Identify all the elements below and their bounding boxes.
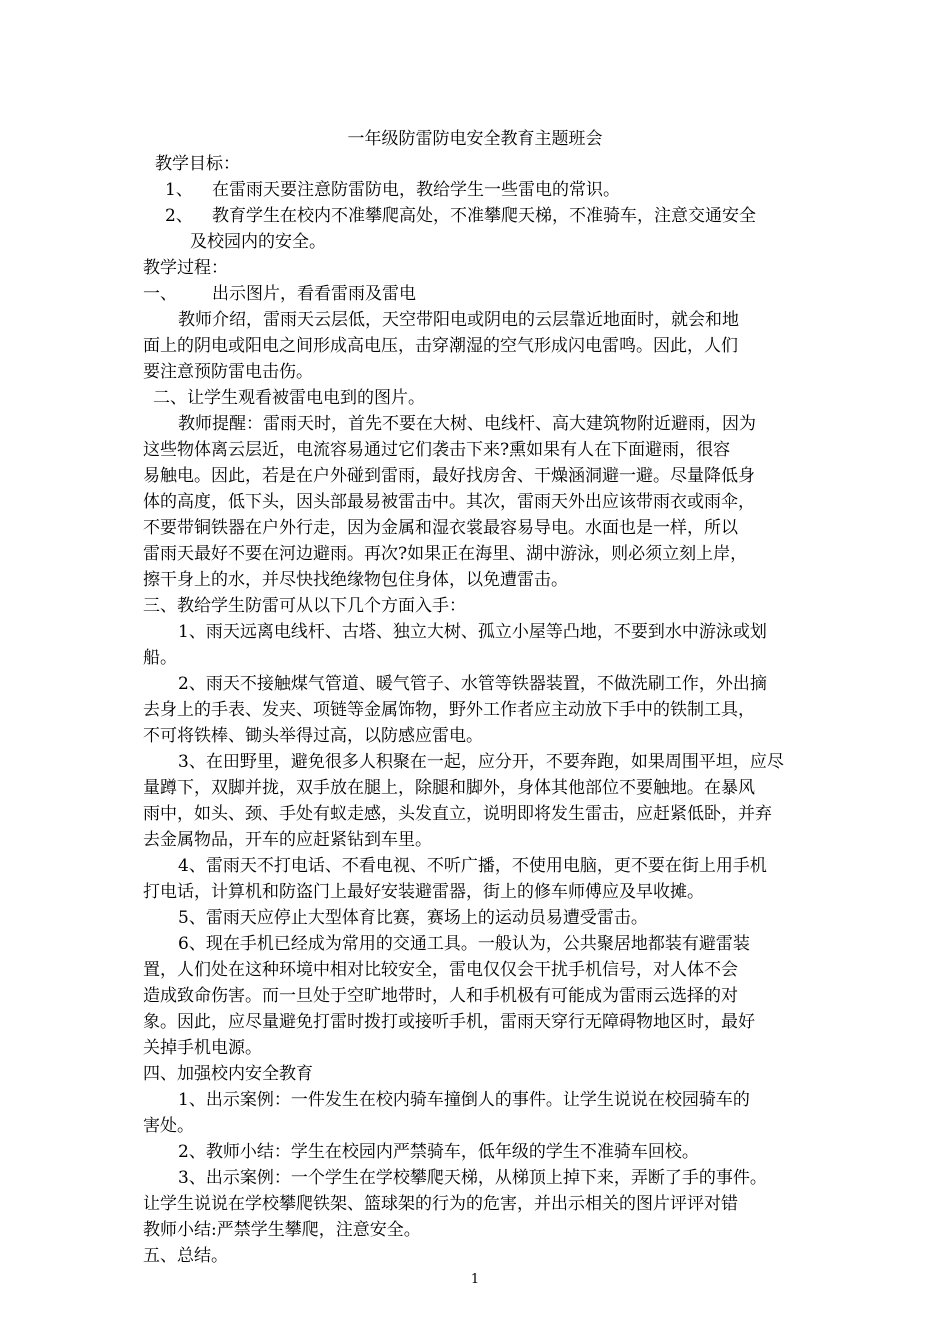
process-heading: 教学过程： — [143, 258, 228, 278]
objective-line: 及校园内的安全。 — [190, 232, 326, 252]
paragraph-line: 不要带铜铁器在户外行走，因为金属和湿衣裳最容易导电。水面也是一样，所以 — [143, 518, 738, 538]
page-number: 1 — [470, 1272, 480, 1287]
objectives-heading: 教学目标： — [155, 154, 240, 174]
section-heading: 二、让学生观看被雷电电到的图片。 — [153, 388, 425, 408]
section-heading: 三、教给学生防雷可从以下几个方面入手： — [143, 596, 466, 616]
objective-number: 2、 — [165, 206, 193, 226]
paragraph-line: 这些物体离云层近，电流容易通过它们袭击下来?熏如果有人在下面避雨，很容 — [143, 440, 731, 460]
list-item-line: 2、教师小结：学生在校园内严禁骑车，低年级的学生不准骑车回校。 — [178, 1142, 699, 1162]
objective-line: 在雷雨天要注意防雷防电，教给学生一些雷电的常识。 — [212, 180, 620, 200]
section-number: 一、 — [143, 284, 177, 304]
list-item-line: 打电话，计算机和防盗门上最好安装避雷器，街上的修车师傅应及早收摊。 — [143, 882, 704, 902]
section-heading: 四、加强校内安全教育 — [143, 1064, 313, 1084]
paragraph-line: 雷雨天最好不要在河边避雨。再次?如果正在海里、湖中游泳，则必须立刻上岸， — [143, 544, 748, 564]
list-item-line: 造成致命伤害。而一旦处于空旷地带时，人和手机极有可能成为雷雨云选择的对 — [143, 986, 738, 1006]
objective-line: 教育学生在校内不准攀爬高处，不准攀爬天梯，不准骑车，注意交通安全 — [212, 206, 756, 226]
list-item-line: 象。因此，应尽量避免打雷时拨打或接听手机，雷雨天穿行无障碍物地区时，最好 — [143, 1012, 755, 1032]
section-heading: 五、总结。 — [143, 1246, 228, 1266]
list-item-line: 5、雷雨天应停止大型体育比赛，赛场上的运动员易遭受雷击。 — [178, 908, 648, 928]
list-item-line: 雨中，如头、颈、手处有蚁走感，头发直立，说明即将发生雷击，应赶紧低卧，并弃 — [143, 804, 772, 824]
list-item-line: 置，人们处在这种环境中相对比较安全，雷电仅仅会干扰手机信号，对人体不会 — [143, 960, 738, 980]
paragraph-line: 体的高度，低下头，因头部最易被雷击中。其次，雷雨天外出应该带雨衣或雨伞， — [143, 492, 755, 512]
list-item-line: 3、出示案例：一个学生在学校攀爬天梯，从梯顶上掉下来，弄断了手的事件。 — [178, 1168, 767, 1188]
section-heading: 出示图片，看看雷雨及雷电 — [212, 284, 416, 304]
list-item-line: 关掉手机电源。 — [143, 1038, 262, 1058]
list-item-line: 2、雨天不接触煤气管道、暖气管子、水管等铁器装置，不做洗刷工作，外出摘 — [178, 674, 767, 694]
list-item-line: 量蹲下，双脚并拢，双手放在腿上，除腿和脚外，身体其他部位不要触地。在暴风 — [143, 778, 755, 798]
paragraph-line: 教师提醒：雷雨天时，首先不要在大树、电线杆、高大建筑物附近避雨，因为 — [178, 414, 756, 434]
list-item-line: 1、出示案例：一件发生在校内骑车撞倒人的事件。让学生说说在校园骑车的 — [178, 1090, 750, 1110]
paragraph-line: 教师介绍，雷雨天云层低，天空带阳电或阴电的云层靠近地面时，就会和地 — [178, 310, 739, 330]
objective-number: 1、 — [165, 180, 193, 200]
list-item-line: 3、在田野里，避免很多人积聚在一起，应分开，不要奔跑，如果周围平坦，应尽 — [178, 752, 784, 772]
list-item-line: 6、现在手机已经成为常用的交通工具。一般认为，公共聚居地都装有避雷装 — [178, 934, 750, 954]
list-item-line: 船。 — [143, 648, 177, 668]
paragraph-line: 面上的阴电或阳电之间形成高电压，击穿潮湿的空气形成闪电雷鸣。因此，人们 — [143, 336, 738, 356]
list-item-line: 让学生说说在学校攀爬铁架、篮球架的行为的危害，并出示相关的图片评评对错 — [143, 1194, 738, 1214]
list-item-line: 教师小结:严禁学生攀爬，注意安全。 — [143, 1220, 421, 1240]
list-item-line: 不可将铁棒、锄头举得过高，以防感应雷电。 — [143, 726, 483, 746]
paragraph-line: 擦干身上的水，并尽快找绝缘物包住身体，以免遭雷击。 — [143, 570, 568, 590]
list-item-line: 去身上的手表、发夹、项链等金属饰物，野外工作者应主动放下手中的铁制工具， — [143, 700, 755, 720]
list-item-line: 4、雷雨天不打电话、不看电视、不听广播，不使用电脑，更不要在街上用手机 — [178, 856, 767, 876]
list-item-line: 1、雨天远离电线杆、古塔、独立大树、孤立小屋等凸地，不要到水中游泳或划 — [178, 622, 767, 642]
paragraph-line: 易触电。因此，若是在户外碰到雷雨，最好找房舍、干燥涵洞避一避。尽量降低身 — [143, 466, 755, 486]
list-item-line: 害处。 — [143, 1116, 194, 1136]
list-item-line: 去金属物品，开车的应赶紧钻到车里。 — [143, 830, 432, 850]
document-title: 一年级防雷防电安全教育主题班会 — [347, 129, 603, 149]
paragraph-line: 要注意预防雷电击伤。 — [143, 362, 313, 382]
